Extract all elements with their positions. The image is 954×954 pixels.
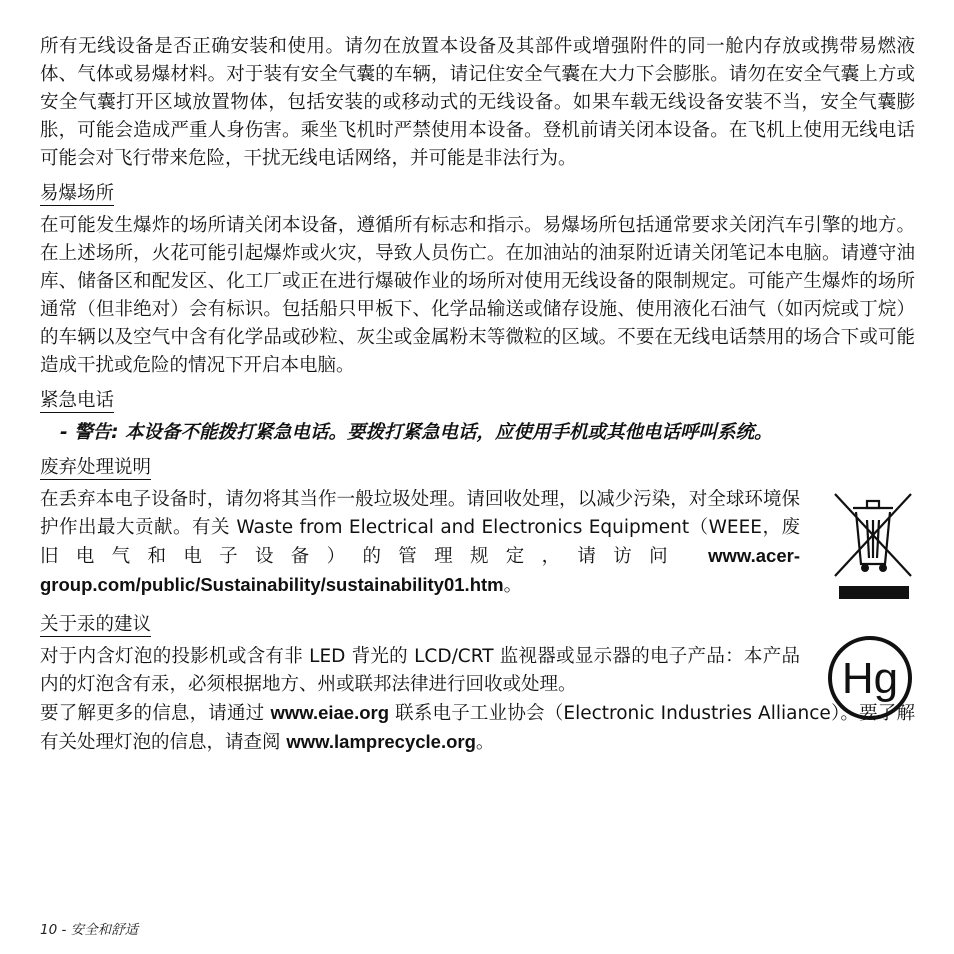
eiae-link[interactable]: www.eiae.org xyxy=(270,702,390,723)
weee-link[interactable]: www.acer-group.com/public/Sustainability/sustainability01.htm xyxy=(40,545,800,595)
disposal-section xyxy=(40,486,915,602)
mercury-hg-icon xyxy=(825,633,915,723)
explosive-paragraph: 在可能发生爆炸的场所请关闭本设备，遵循所有标志和指示。易爆场所包括通常要求关闭汽车引擎的地方。在上述场所，火花可能引起爆炸或火灾，导致人员伤亡。在加油站的油泵附近请关闭笔记本电脑。请遵守油库、储备区和配发区、化工厂或正在进行爆破作业的场所对使用无线设备的限制规定。可能产生爆炸的场所通常（但非绝对）会有标识。包括船只甲板下、化学品输送或储存设施、使用液化石油气（如丙烷或丁烷）的车辆以及空气中含有化学品或砂粒、灰尘或金属粉末等微粒的区域。不要在无线电话禁用的场合下或可能造成干扰或危险的情况下开启本电脑。 xyxy=(40,215,915,376)
explosive-heading: 易爆场所 xyxy=(40,183,115,204)
intro-paragraph: 所有无线设备是否正确安装和使用。请勿在放置本设备及其部件或增强附件的同一舱内存放或携带易燃液体、气体或易爆材料。对于装有安全气囊的车辆，请记住安全气囊在大力下会膨胀。请勿在安全气囊上方或安全气囊打开区域放置物体，包括安装的或移动式的无线设备。如果车载无线设备安装不当，安全气囊膨胀，可能会造成严重人身伤害。乘坐飞机时严禁使用本设备。登机前请关闭本设备。在飞机上使用无线电话可能会对飞行带来危险，干扰无线电话网络，并可能是非法行为。 xyxy=(40,36,915,169)
mercury-text-b: 联系电子工业协会（Electronic Industries Alliance）。要了解有关处理灯泡的信息，请查阅 xyxy=(40,703,915,753)
mercury-heading: 关于汞的建议 xyxy=(40,614,152,635)
page-footer: 10 - 安全和舒适 xyxy=(40,922,139,938)
mercury-paragraph-1: 对于内含灯泡的投影机或含有非 LED 背光的 LCD/CRT 监视器或显示器的电子产品：本产品内的灯泡含有汞，必须根据地方、州或联邦法律进行回收或处理。 xyxy=(40,646,800,695)
mercury-text-a: 要了解更多的信息，请通过 xyxy=(40,703,271,724)
page-content xyxy=(40,33,915,757)
emergency-heading: 紧急电话 xyxy=(40,390,115,411)
svg-text:Hg: Hg xyxy=(841,654,899,703)
mercury-paragraph-2 xyxy=(40,699,915,757)
disposal-heading: 废弃处理说明 xyxy=(40,457,152,478)
disposal-period: 。 xyxy=(503,575,523,596)
mercury-period: 。 xyxy=(475,732,495,753)
disposal-paragraph xyxy=(40,486,800,600)
emergency-warning: - 警告: 本设备不能拨打紧急电话。要拨打紧急电话，应使用手机或其他电话呼叫系统。 xyxy=(60,422,773,443)
mercury-section xyxy=(40,643,915,757)
disposal-text: 在丢弃本电子设备时，请勿将其当作一般垃圾处理。请回收处理，以减少污染，对全球环境保护作出最大贡献。有关 Waste from Electrical and Electronics Equipment（WEEE，废旧电气和电子设备）的管理规定，请访问 xyxy=(40,489,800,567)
weee-crossed-bin-icon xyxy=(831,486,915,602)
lamprecycle-link[interactable]: www.lamprecycle.org xyxy=(286,731,476,752)
